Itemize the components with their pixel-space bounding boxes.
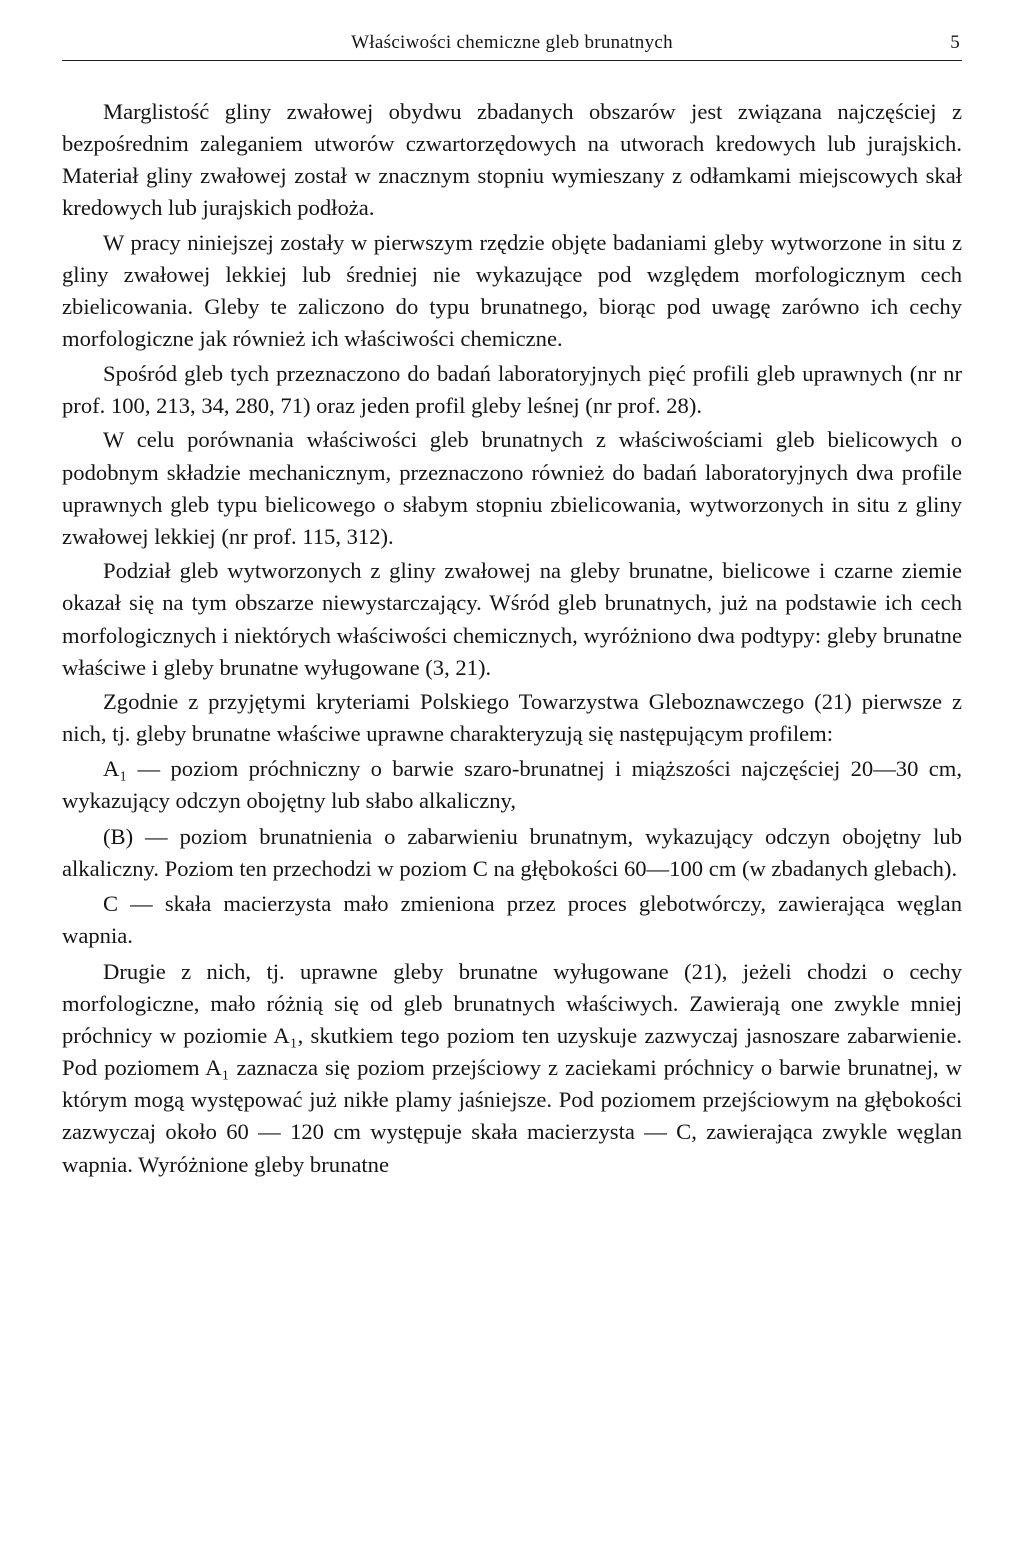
horizon-a1: A₁ — poziom próchniczny o barwie szaro-brunatnej i miąższości najczęściej 20—30 cm, wykazujący odczyn obojętny lub słabo alkaliczny,	[62, 755, 962, 813]
document-page	[62, 28, 962, 1183]
header-rule	[62, 60, 962, 61]
body-text	[62, 96, 962, 1181]
horizon-c: C — skała macierzysta mało zmieniona przez proces glebotwórczy, zawierająca węglan wapnia.	[62, 891, 962, 949]
paragraph-leached-soils: Drugie z nich, tj. uprawne gleby brunatne wyługowane (21), jeżeli chodzi o cechy morfologiczne, mało różnią się od gleb brunatnych właściwych. Zawierają one zwykle mniej próchnicy w poziomie A₁, skutkiem tego poziom ten uzyskuje zazwyczaj jasnoszare zabarwienie. Pod poziomem A₁ zaznacza się poziom przejściowy z zaciekami próchnicy o barwie brunatnej, w którym mogą występować już nikłe plamy jaśniejsze. Pod poziomem przejściowym na głębokości zazwyczaj około 60 — 120 cm występuje skała macierzysta — C, zawierająca zwykle węglan wapnia. Wyróżnione gleby brunatne	[62, 958, 962, 1177]
horizon-b: (B) — poziom brunatnienia o zabarwieniu brunatnym, wykazujący odczyn obojętny lub alkaliczny. Poziom ten przechodzi w poziom C na głębokości 60—100 cm (w zbadanych glebach).	[62, 823, 962, 881]
running-title: Właściwości chemiczne gleb brunatnych	[351, 32, 673, 53]
paragraph-marl-content: Marglistość gliny zwałowej obydwu zbadanych obszarów jest związana najczęściej z bezpośrednim zaleganiem utworów czwartorzędowych na utworach kredowych lub jurajskich. Materiał gliny zwałowej został w znacznym stopniu wymieszany z odłamkami miejscowych skał kredowych lub jurajskich podłoża.	[62, 99, 962, 221]
paragraph-studied-soils: W pracy niniejszej zostały w pierwszym rzędzie objęte badaniami gleby wytworzone in situ z gliny zwałowej lekkiej lub średniej nie wykazujące pod względem morfologicznym cech zbielicowania. Gleby te zaliczono do typu brunatnego, biorąc pod uwagę zarówno ich cechy morfologiczne jak również ich właściwości chemiczne.	[62, 229, 962, 352]
paragraph-criteria: Zgodnie z przyjętymi kryteriami Polskiego Towarzystwa Gleboznawczego (21) pierwsze z nich, tj. gleby brunatne właściwe uprawne charakteryzują się następującym profilem:	[62, 689, 962, 747]
paragraph-podzolic-comparison: W celu porównania właściwości gleb brunatnych z właściwościami gleb bielicowych o podobnym składzie mechanicznym, przeznaczono również do badań laboratoryjnych dwa profile uprawnych gleb typu bielicowego o słabym stopniu zbielicowania, wytworzonych in situ z gliny zwałowej lekkiej (nr prof. 115, 312).	[62, 427, 962, 549]
running-header	[62, 28, 962, 58]
paragraph-selected-profiles: Spośród gleb tych przeznaczono do badań laboratoryjnych pięć profili gleb uprawnych (nr nr prof. 100, 213, 34, 280, 71) oraz jeden profil gleby leśnej (nr prof. 28).	[62, 360, 962, 418]
page-number: 5	[950, 32, 960, 53]
paragraph-subtypes: Podział gleb wytworzonych z gliny zwałowej na gleby brunatne, bielicowe i czarne ziemie okazał się na tym obszarze niewystarczający. Wśród gleb brunatnych, już na podstawie ich cech morfologicznych i niektórych właściwości chemicznych, wyróżniono dwa podtypy: gleby brunatne właściwe i gleby brunatne wyługowane (3, 21).	[62, 558, 962, 680]
